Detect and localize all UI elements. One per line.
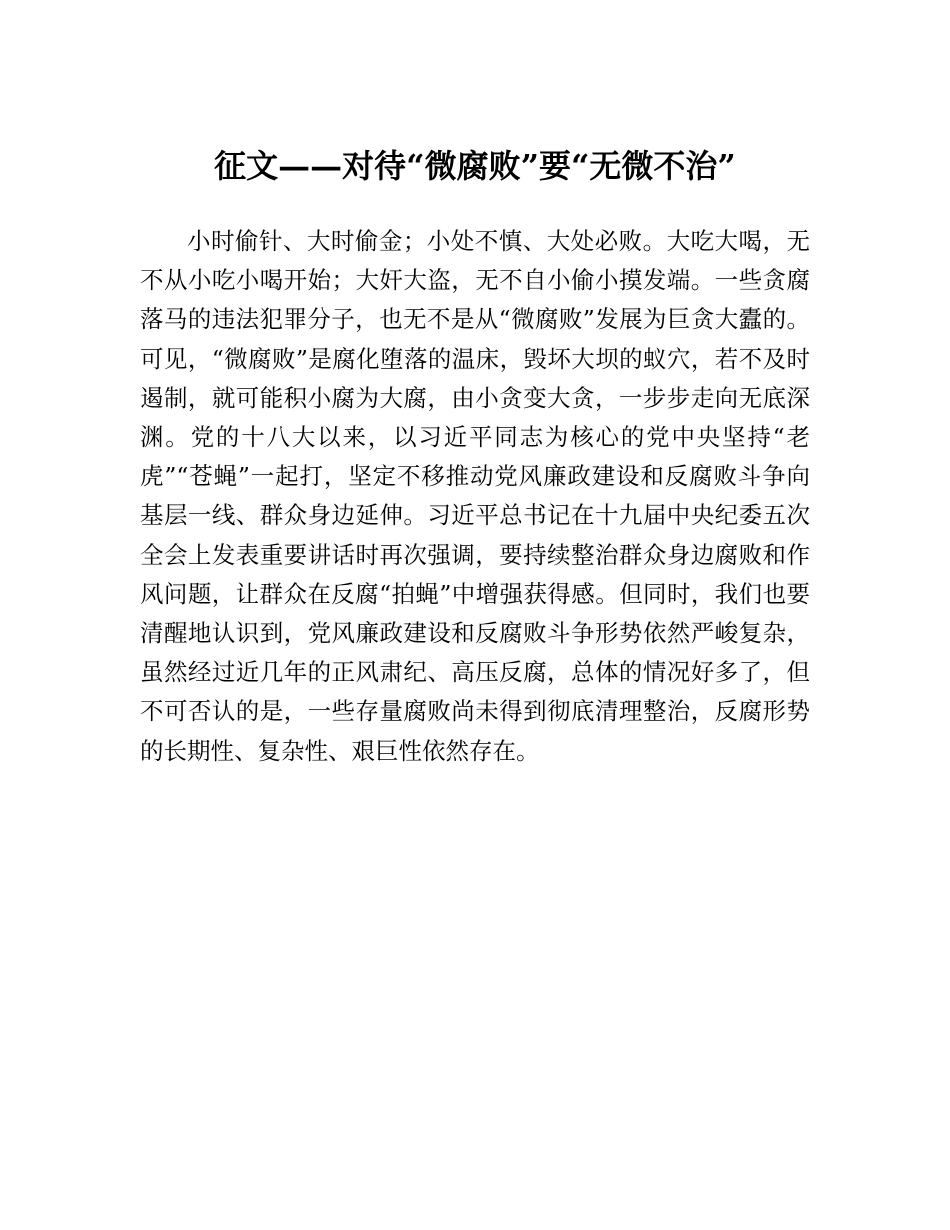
document-title: 征文——对待“微腐败”要“无微不治” [214, 147, 736, 185]
document-body-paragraph: 小时偷针、大时偷金；小处不慎、大处必败。大吃大喝，无不从小吃小喝开始；大奸大盗，无不自小偷小摸发端。一些贪腐落马的违法犯罪分子，也无不是从“微腐败”发展为巨贪大蠹的。可见，“微腐败”是腐化堕落的温床，毁坏大坝的蚁穴，若不及时遏制，就可能积小腐为大腐，由小贪变大贪，一步步走向无底深渊。党的十八大以来，以习近平同志为核心的党中央坚持“老虎”“苍蝇”一起打，坚定不移推动党风廉政建设和反腐败斗争向基层一线、群众身边延伸。习近平总书记在十九届中央纪委五次全会上发表重要讲话时再次强调，要持续整治群众身边腐败和作风问题，让群众在反腐“拍蝇”中增强获得感。但同时，我们也要清醒地认识到，党风廉政建设和反腐败斗争形势依然严峻复杂，虽然经过近几年的正风肃纪、高压反腐，总体的情况好多了，但不可否认的是，一些存量腐败尚未得到彻底清理整治，反腐形势的长期性、复杂性、艰巨性依然存在。 [140, 227, 810, 765]
